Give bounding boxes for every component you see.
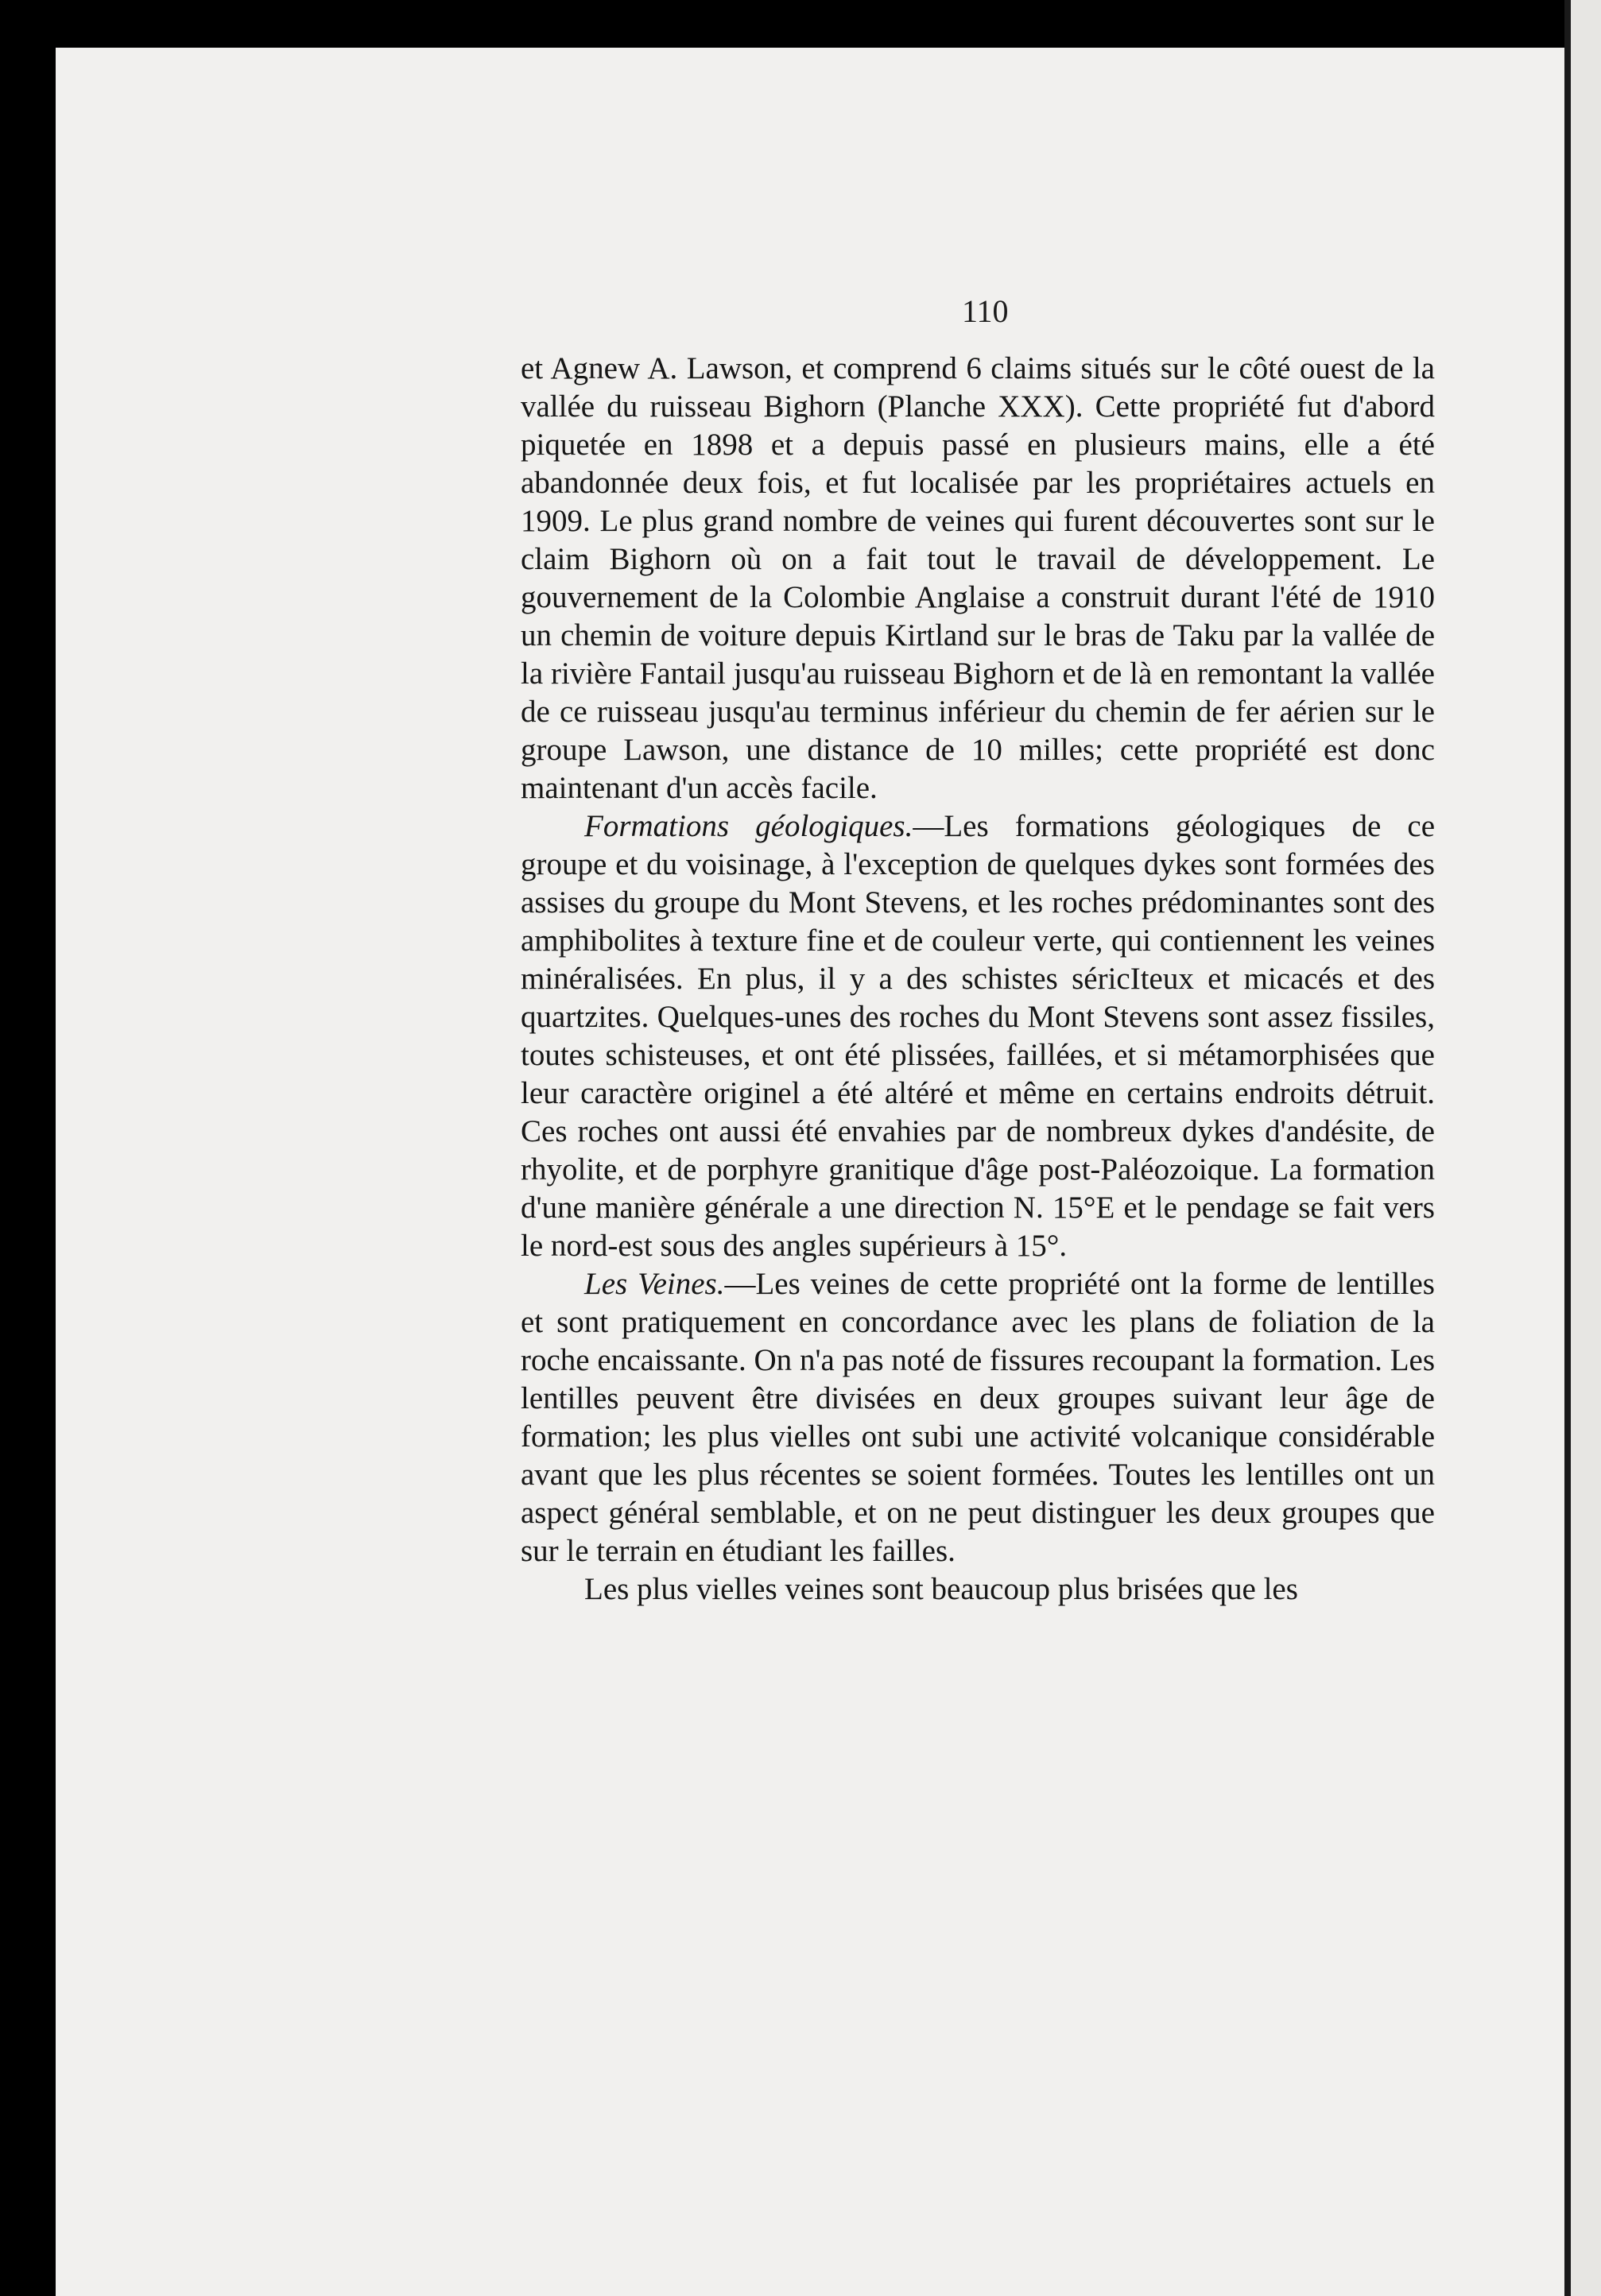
paragraph-3-text: —Les veines de cette propriété ont la forme de lentilles et sont pratiquement en concordance avec les plans de foliation de la roche encaissante. On n'a pas noté de fissures recoupant la formation. Les lentilles peuvent être divisées en deux groupes suivant leur âge de formation; les plus vielles ont subi une activité volcanique considérable avant que les plus récentes se soient formées. Toutes les lentilles ont un aspect général semblable, et on ne peut distinguer les deux groupes que sur le terrain en étudiant les failles. — [521, 1267, 1435, 1568]
paragraph-1-text: et Agnew A. Lawson, et comprend 6 claims situés sur le côté ouest de la vallée du ruisseau Bighorn (Planche XXX). Cette propriété fut d'abord piquetée en 1898 et a depuis passé en plusieurs mains, elle a été abandonnée deux fois, et fut localisée par les propriétaires actuels en 1909. Le plus grand nombre de veines qui furent découvertes sont sur le claim Bighorn où on a fait tout le travail de développement. Le gouvernement de la Colombie Anglaise a construit durant l'été de 1910 un chemin de voiture depuis Kirtland sur le bras de Taku par la vallée de la rivière Fantail jusqu'au ruisseau Bighorn et de là en remontant la vallée de ce ruisseau jusqu'au terminus inférieur du chemin de fer aérien sur le groupe Lawson, une distance de 10 milles; cette propriété est donc maintenant d'un accès facile. — [521, 351, 1435, 805]
paragraph-2-heading: Formations géologiques. — [584, 809, 913, 843]
body-text — [521, 350, 1435, 1609]
paragraph-2-text: —Les formations géologiques de ce groupe et du voisinage, à l'exception de quelques dykes sont formées des assises du groupe du Mont Stevens, et les roches prédominantes sont des amphibolites à texture fine et de couleur verte, qui contiennent les veines minéralisées. En plus, il y a des schistes séricIteux et micacés et des quartzites. Quelques-unes des roches du Mont Stevens sont assez fissiles, toutes schisteuses, et ont été plissées, faillées, et si métamorphisées que leur caractère originel a été altéré et même en certains endroits détruit. Ces roches ont aussi été envahies par de nombreux dykes d'andésite, de rhyolite, et de porphyre granitique d'âge post-Paléozoique. La formation d'une manière générale a une direction N. 15°E et le pendage se fait vers le nord-est sous des angles supérieurs à 15°. — [521, 809, 1435, 1263]
page-number: 110 — [962, 293, 1009, 329]
paragraph-3 — [521, 1265, 1435, 1570]
page-gutter — [1564, 0, 1571, 2296]
next-page-edge — [1564, 0, 1601, 2296]
paragraph-1 — [521, 350, 1435, 807]
paragraph-4 — [521, 1570, 1435, 1609]
paragraph-2 — [521, 807, 1435, 1265]
paragraph-4-text: Les plus vielles veines sont beaucoup plus brisées que les — [584, 1572, 1298, 1606]
binding-shadow — [0, 0, 223, 48]
paragraph-3-heading: Les Veines. — [584, 1267, 725, 1301]
